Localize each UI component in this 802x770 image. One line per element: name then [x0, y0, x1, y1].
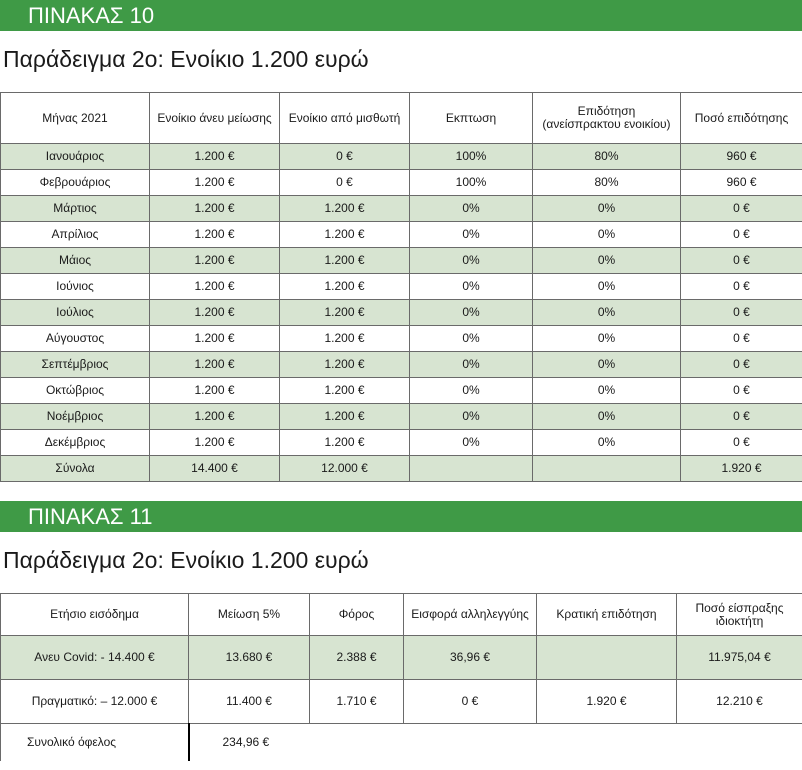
table10-cell: 0%	[533, 352, 681, 378]
table11-cell: 11.975,04 €	[677, 636, 802, 680]
table10-cell: 1.200 €	[280, 430, 410, 456]
table10-header-row	[1, 93, 802, 144]
table10-cell: 1.200 €	[280, 274, 410, 300]
table11-banner: ΠΙΝΑΚΑΣ 11	[0, 501, 802, 532]
table10-cell: 1.200 €	[150, 430, 280, 456]
table10-cell: 1.200 €	[280, 404, 410, 430]
table10-cell: 0%	[410, 274, 533, 300]
table10-cell: 100%	[410, 144, 533, 170]
table10-cell: 1.200 €	[280, 248, 410, 274]
table10-cell: 0%	[410, 248, 533, 274]
table10-cell: 0 €	[280, 170, 410, 196]
table10-cell: 0 €	[280, 144, 410, 170]
table11-header-cell: Ποσό είσπραξης ιδιοκτήτη	[677, 594, 802, 636]
table10-cell: 1.200 €	[150, 352, 280, 378]
table11-header-cell: Ετήσιο εισόδημα	[1, 594, 189, 636]
table11-cell: 1.920 €	[537, 680, 677, 724]
table10-cell: 0%	[410, 196, 533, 222]
table10-cell: 1.200 €	[150, 170, 280, 196]
table10-cell: 0%	[533, 196, 681, 222]
table10-cell: 1.200 €	[150, 404, 280, 430]
table11-header-cell: Εισφορά αλληλεγγύης	[404, 594, 537, 636]
table10-cell: Αύγουστος	[1, 326, 150, 352]
table10-cell: Δεκέμβριος	[1, 430, 150, 456]
table10-cell	[410, 456, 533, 482]
table11-row	[1, 680, 802, 724]
table10-cell: 0 €	[681, 352, 802, 378]
table10-cell: 80%	[533, 144, 681, 170]
table10-cell: 0%	[533, 248, 681, 274]
table10-cell: Απρίλιος	[1, 222, 150, 248]
table10-row	[1, 326, 802, 352]
table10-cell: 1.200 €	[280, 352, 410, 378]
table10-header-cell: Εκπτωση	[410, 93, 533, 144]
table10-cell: 0%	[533, 222, 681, 248]
table10-cell: 1.200 €	[150, 222, 280, 248]
table10-cell: 0%	[410, 222, 533, 248]
table10-cell: 1.200 €	[150, 378, 280, 404]
table10-cell: 960 €	[681, 170, 802, 196]
table10-cell: Φεβρουάριος	[1, 170, 150, 196]
table10-header-cell: Ενοίκιο άνευ μείωσης	[150, 93, 280, 144]
table10-row	[1, 274, 802, 300]
table10-cell: 1.920 €	[681, 456, 802, 482]
table10-cell: 1.200 €	[280, 326, 410, 352]
table11-cell: 0 €	[404, 680, 537, 724]
table10-cell: 0 €	[681, 430, 802, 456]
table10-subtitle: Παράδειγμα 2ο: Ενοίκιο 1.200 ευρώ	[3, 46, 369, 72]
table10-cell: 0%	[533, 274, 681, 300]
table11-cell: 2.388 €	[310, 636, 404, 680]
table10	[0, 92, 802, 482]
table10-row	[1, 430, 802, 456]
table10-cell: Σύνολα	[1, 456, 150, 482]
table10-cell: Νοέμβριος	[1, 404, 150, 430]
table10-cell: 1.200 €	[280, 300, 410, 326]
table10-row	[1, 196, 802, 222]
table10-totals-row	[1, 456, 802, 482]
table10-cell: Μάρτιος	[1, 196, 150, 222]
table10-cell: 100%	[410, 170, 533, 196]
table11-cell: Πραγματικό: – 12.000 €	[1, 680, 189, 724]
table10-cell: Οκτώβριος	[1, 378, 150, 404]
table10-banner: ΠΙΝΑΚΑΣ 10	[0, 0, 802, 31]
table11-cell	[537, 636, 677, 680]
table11-cell: 11.400 €	[189, 680, 310, 724]
table10-header-cell: Επιδότηση (ανείσπρακτου ενοικίου)	[533, 93, 681, 144]
table10-cell: 0%	[533, 430, 681, 456]
table10-cell: Ιούνιος	[1, 274, 150, 300]
table10-row	[1, 300, 802, 326]
table11-cell: 36,96 €	[404, 636, 537, 680]
table10-header-cell: Ενοίκιο από μισθωτή	[280, 93, 410, 144]
table11-cell: 13.680 €	[189, 636, 310, 680]
table10-cell: 0 €	[681, 404, 802, 430]
table10-cell: 0 €	[681, 300, 802, 326]
table10-cell: 0%	[533, 326, 681, 352]
table10-cell: 0 €	[681, 378, 802, 404]
table11-subtitle: Παράδειγμα 2ο: Ενοίκιο 1.200 ευρώ	[3, 547, 369, 573]
table10-cell: 1.200 €	[280, 378, 410, 404]
table11-benefit-row	[1, 724, 802, 762]
table10-row	[1, 144, 802, 170]
table10-cell: 0 €	[681, 222, 802, 248]
table10-cell: 0%	[410, 326, 533, 352]
table11-header-cell: Κρατική επιδότηση	[537, 594, 677, 636]
table10-header-cell: Ποσό επιδότησης	[681, 93, 802, 144]
table10-row	[1, 404, 802, 430]
table10-cell: 0%	[410, 352, 533, 378]
table11-cell: 12.210 €	[677, 680, 802, 724]
table10-cell: Σεπτέμβριος	[1, 352, 150, 378]
table10-cell: 14.400 €	[150, 456, 280, 482]
table10-row	[1, 222, 802, 248]
table10-row	[1, 248, 802, 274]
table10-cell: 0%	[410, 404, 533, 430]
table10-cell: 1.200 €	[150, 248, 280, 274]
table10-cell: Ιανουάριος	[1, 144, 150, 170]
table11-cell: 1.710 €	[310, 680, 404, 724]
table10-cell: 1.200 €	[150, 144, 280, 170]
table10-cell: Ιούλιος	[1, 300, 150, 326]
table10-cell: 1.200 €	[150, 326, 280, 352]
table10-cell: 0 €	[681, 274, 802, 300]
table11-cell: Ανευ Covid: - 14.400 €	[1, 636, 189, 680]
table10-header-cell: Μήνας 2021	[1, 93, 150, 144]
table10-cell: 0%	[410, 378, 533, 404]
table10-cell: 12.000 €	[280, 456, 410, 482]
table10-cell: 0%	[533, 404, 681, 430]
table10-cell: 0%	[533, 300, 681, 326]
table10-cell: 0%	[410, 300, 533, 326]
table10-row	[1, 170, 802, 196]
table10-cell: Μάιος	[1, 248, 150, 274]
table10-cell: 0%	[410, 430, 533, 456]
table11-header-row	[1, 594, 802, 636]
table10-cell: 0 €	[681, 196, 802, 222]
table10-row	[1, 352, 802, 378]
benefit-value: 234,96 €	[189, 724, 802, 762]
table10-cell	[533, 456, 681, 482]
table11	[0, 593, 802, 761]
table10-cell: 0 €	[681, 248, 802, 274]
table11-row	[1, 636, 802, 680]
table10-cell: 1.200 €	[150, 274, 280, 300]
table10-cell: 80%	[533, 170, 681, 196]
table11-header-cell: Φόρος	[310, 594, 404, 636]
table10-cell: 1.200 €	[150, 300, 280, 326]
table10-cell: 960 €	[681, 144, 802, 170]
table10-cell: 0 €	[681, 326, 802, 352]
benefit-label: Συνολικό όφελος	[1, 724, 189, 762]
table10-cell: 1.200 €	[280, 222, 410, 248]
table11-header-cell: Μείωση 5%	[189, 594, 310, 636]
table10-cell: 1.200 €	[150, 196, 280, 222]
table10-cell: 1.200 €	[280, 196, 410, 222]
table10-row	[1, 378, 802, 404]
table10-cell: 0%	[533, 378, 681, 404]
